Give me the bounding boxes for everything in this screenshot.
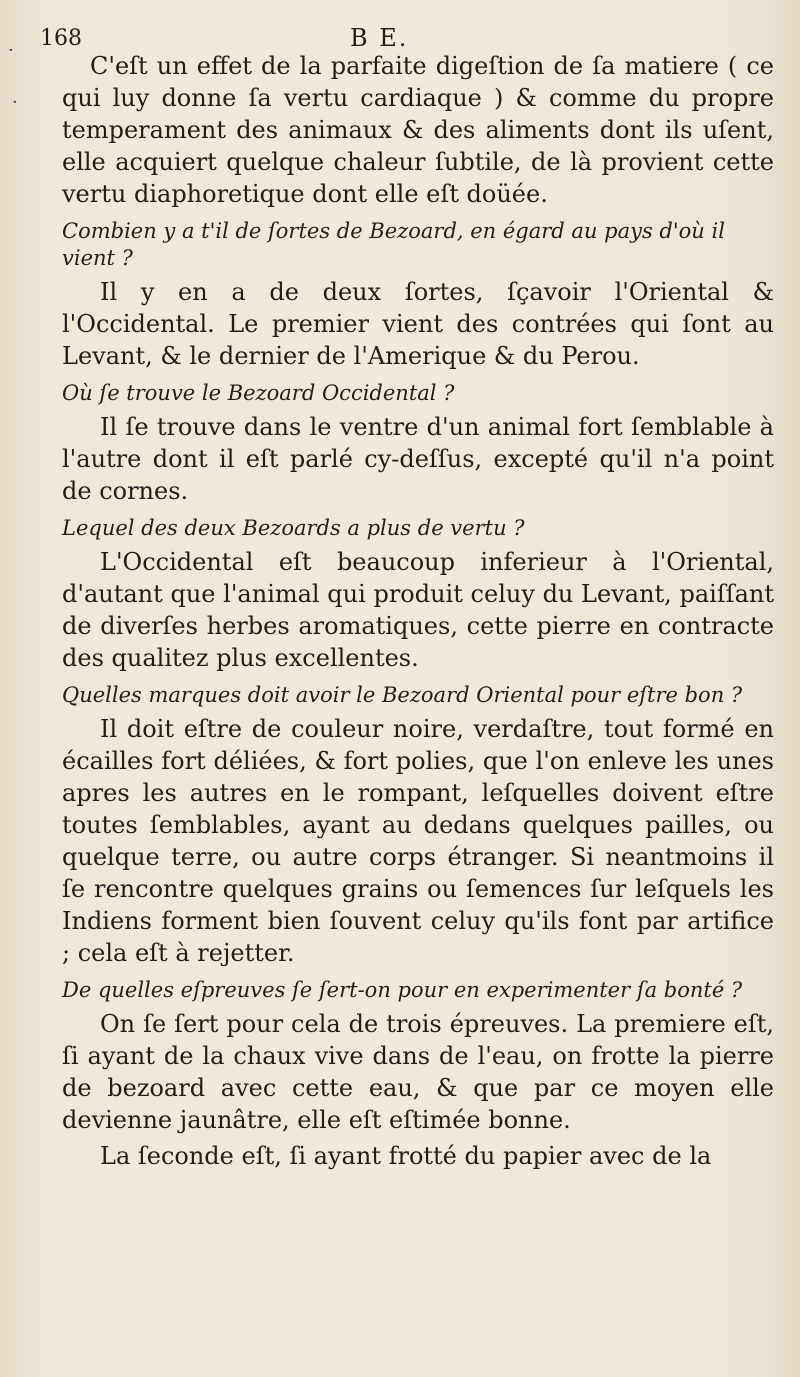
paragraph-6: La ſeconde eſt, ſi ayant frotté du papier avec de la <box>100 1142 712 1170</box>
margin-mark: · <box>12 92 18 113</box>
body-text <box>62 50 774 1176</box>
paragraph-2: Il ſe trouve dans le ventre d'un animal fort ſemblable à l'autre dont il eſt parlé cy-deſſus, excepté qu'il n'a point de cornes. <box>62 413 774 505</box>
page-number: 168 <box>40 26 82 51</box>
question-1: Où ſe trouve le Bezoard Occidental ? <box>62 381 455 405</box>
question-2: Lequel des deux Bezoards a plus de vertu ? <box>62 516 525 540</box>
paragraph-0: C'eſt un effet de la parfaite digeſtion de ſa matiere ( ce qui luy donne ſa vertu cardiaque ) & comme du propre temperament des animaux & des aliments dont ils uſent, elle acquiert quelque chaleur ſubtile, de là provient cette vertu diaphoretique dont elle eſt doüée. <box>62 52 774 208</box>
margin-mark: · <box>8 40 14 61</box>
question-4: De quelles eſpreuves ſe ſert-on pour en experimenter ſa bonté ? <box>62 978 743 1002</box>
paragraph-4: Il doit eſtre de couleur noire, verdaſtre, tout formé en écailles fort déliées, & fort polies, que l'on enleve les unes apres les autres en le rompant, leſquelles doivent eſtre toutes ſemblables, ayant au dedans quelques pailles, ou quelque terre, ou autre corps étranger. Si neantmoins il ſe rencontre quelques grains ou ſemences ſur leſquels les Indiens forment bien ſouvent celuy qu'ils font par artifice ; cela eſt à rejetter. <box>62 715 774 967</box>
paragraph-1: Il y en a de deux ſortes, ſçavoir l'Oriental & l'Occidental. Le premier vient des contrées qui ſont au Levant, & le dernier de l'Amerique & du Perou. <box>62 278 774 370</box>
question-0: Combien y a t'il de ſortes de Bezoard, en égard au pays d'où il vient ? <box>62 219 725 270</box>
paragraph-3: L'Occidental eſt beaucoup inferieur à l'Oriental, d'autant que l'animal qui produit celuy du Levant, paiſſant de diverſes herbes aromatiques, cette pierre en contracte des qualitez plus excellentes. <box>62 548 774 672</box>
running-head: B E. <box>350 24 409 52</box>
paragraph-5: On ſe ſert pour cela de trois épreuves. La premiere eſt, ſi ayant de la chaux vive dans de l'eau, on frotte la pierre de bezoard avec cette eau, & que par ce moyen elle devienne jaunâtre, elle eſt eſtimée bonne. <box>62 1010 774 1134</box>
question-3: Quelles marques doit avoir le Bezoard Oriental pour eſtre bon ? <box>62 683 743 707</box>
